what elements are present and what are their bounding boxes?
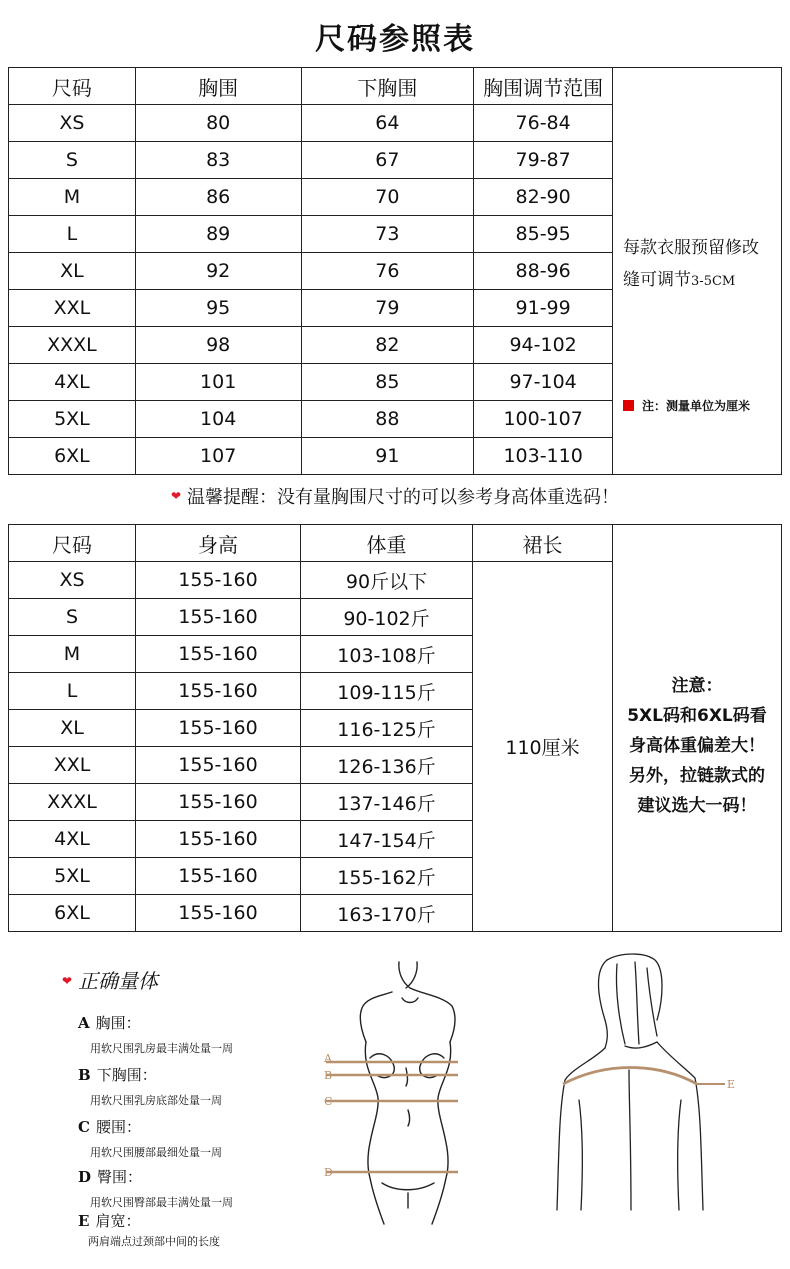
table-cell: 155-160 <box>136 562 301 599</box>
figure-label-e: E <box>727 1078 736 1091</box>
table-cell: 82 <box>301 327 474 364</box>
measure-name: 胸围： <box>95 1014 141 1032</box>
table-cell: 79 <box>301 290 474 327</box>
table-cell: 137-146斤 <box>301 784 473 821</box>
table-cell: 155-160 <box>136 636 301 673</box>
column-header: 胸围调节范围 <box>474 68 613 105</box>
empty-header-cell <box>613 525 782 562</box>
table-cell: 86 <box>135 179 301 216</box>
heart-icon: ❤ <box>170 489 182 503</box>
measure-item-head <box>78 1166 233 1187</box>
table-cell: XXXL <box>9 784 136 821</box>
table-cell: 92 <box>135 253 301 290</box>
table-cell: 5XL <box>9 401 136 438</box>
table-cell: 163-170斤 <box>301 895 473 932</box>
table-cell: 155-160 <box>136 784 301 821</box>
front-body-figure <box>322 958 467 1226</box>
measure-item <box>78 1116 222 1160</box>
table-cell: XL <box>9 253 136 290</box>
figure-label-b: B <box>324 1069 333 1082</box>
measure-title <box>62 965 158 994</box>
skirt-length-cell: 110厘米 <box>473 562 613 932</box>
side-note-text: 缝可调节 <box>623 270 692 290</box>
table-cell: 88-96 <box>474 253 613 290</box>
unit-footnote <box>623 390 781 422</box>
attention-note-line: 建议选大一码！ <box>637 796 757 817</box>
bust-size-table <box>8 67 782 475</box>
column-header: 尺码 <box>9 68 136 105</box>
measure-letter: B <box>78 1066 91 1084</box>
measure-desc: 两肩端点过颈部中间的长度 <box>88 1235 220 1248</box>
attention-note-line: 5XL码和6XL码看 <box>627 706 767 727</box>
table-cell: 109-115斤 <box>301 673 473 710</box>
table-cell: 155-160 <box>136 821 301 858</box>
red-square-icon <box>623 400 634 411</box>
table-cell: 70 <box>301 179 474 216</box>
table-cell: 79-87 <box>474 142 613 179</box>
back-shoulder-figure <box>545 950 745 1220</box>
column-header: 尺码 <box>9 525 136 562</box>
table-cell: 97-104 <box>474 364 613 401</box>
measure-desc: 用软尺围臀部最丰满处量一周 <box>90 1196 233 1209</box>
height-weight-table <box>8 524 782 932</box>
table-cell: 82-90 <box>474 179 613 216</box>
unit-footnote-text: 注：测量单位为厘米 <box>642 399 751 413</box>
table-cell: 5XL <box>9 858 136 895</box>
table-cell: L <box>9 216 136 253</box>
measure-item <box>78 1064 222 1108</box>
table-cell: M <box>9 179 136 216</box>
table-cell: 155-160 <box>136 599 301 636</box>
table-cell: 107 <box>135 438 301 475</box>
measure-letter: C <box>78 1118 90 1136</box>
page-title: 尺码参照表 <box>315 22 475 57</box>
table-cell: 95 <box>135 290 301 327</box>
table-cell: 91 <box>301 438 474 475</box>
figure-label-a: A <box>324 1052 332 1065</box>
side-note-line: 每款衣服预留修改 <box>623 238 760 258</box>
table-cell: 6XL <box>9 438 136 475</box>
table-cell: 85 <box>301 364 474 401</box>
table-cell: XS <box>9 105 136 142</box>
measure-desc: 用软尺围腰部最细处量一周 <box>90 1146 222 1159</box>
table-cell: 76 <box>301 253 474 290</box>
table-cell: 85-95 <box>474 216 613 253</box>
measure-letter: D <box>78 1168 92 1186</box>
table-cell: 155-160 <box>136 673 301 710</box>
table-cell: 73 <box>301 216 474 253</box>
column-header: 下胸围 <box>301 68 474 105</box>
attention-note-line: 注意： <box>671 676 723 697</box>
table-cell: 155-160 <box>136 710 301 747</box>
table-cell: XS <box>9 562 136 599</box>
table-header-row <box>9 525 782 562</box>
measure-name: 腰围： <box>95 1118 141 1136</box>
table-cell: 76-84 <box>474 105 613 142</box>
measure-item <box>78 1166 233 1210</box>
table-cell: 94-102 <box>474 327 613 364</box>
table-cell: 155-160 <box>136 895 301 932</box>
measure-item <box>78 1012 233 1056</box>
measure-title-text: 正确量体 <box>78 969 159 993</box>
table-cell: XXL <box>9 747 136 784</box>
table-cell: 4XL <box>9 821 136 858</box>
table-cell: 6XL <box>9 895 136 932</box>
table-cell: 103-108斤 <box>301 636 473 673</box>
table-header-row <box>9 68 782 105</box>
tip-line <box>0 483 790 509</box>
table-cell: XXL <box>9 290 136 327</box>
table-cell: 90-102斤 <box>301 599 473 636</box>
side-note-small: 3-5CM <box>691 274 736 289</box>
side-note-cell <box>613 68 782 475</box>
table-cell: 83 <box>135 142 301 179</box>
measure-name: 下胸围： <box>96 1066 157 1084</box>
table-cell: 126-136斤 <box>301 747 473 784</box>
measure-letter: A <box>78 1014 90 1032</box>
measure-item <box>78 1210 220 1249</box>
measure-letter: E <box>78 1212 90 1230</box>
column-header: 裙长 <box>473 525 613 562</box>
column-header: 体重 <box>301 525 473 562</box>
table-cell: 88 <box>301 401 474 438</box>
table-cell: 91-99 <box>474 290 613 327</box>
table-cell: 103-110 <box>474 438 613 475</box>
table-cell: 155-162斤 <box>301 858 473 895</box>
table-cell: 4XL <box>9 364 136 401</box>
measure-item-head <box>78 1210 220 1231</box>
attention-note-line: 另外，拉链款式的 <box>629 766 765 787</box>
table-cell: 101 <box>135 364 301 401</box>
table-row <box>9 562 782 599</box>
figure-label-c: C <box>324 1095 333 1108</box>
tip-text: 温馨提醒：没有量胸围尺寸的可以参考身高体重选码！ <box>187 487 620 508</box>
measure-item-head <box>78 1012 233 1033</box>
table-cell: 104 <box>135 401 301 438</box>
table-cell: 90斤以下 <box>301 562 473 599</box>
measure-name: 肩宽： <box>95 1212 141 1230</box>
table-cell: 116-125斤 <box>301 710 473 747</box>
table-cell: 155-160 <box>136 747 301 784</box>
measure-item-head <box>78 1116 222 1137</box>
measure-name: 臀围： <box>97 1168 143 1186</box>
attention-note-line: 身高体重偏差大！ <box>629 736 765 757</box>
side-note-line <box>623 264 781 298</box>
table-cell: S <box>9 599 136 636</box>
table-cell: L <box>9 673 136 710</box>
measure-item-head <box>78 1064 222 1085</box>
table-cell: 98 <box>135 327 301 364</box>
measure-desc: 用软尺围乳房最丰满处量一周 <box>90 1042 233 1055</box>
table-cell: 147-154斤 <box>301 821 473 858</box>
table-cell: XL <box>9 710 136 747</box>
column-header: 身高 <box>136 525 301 562</box>
table-cell: 89 <box>135 216 301 253</box>
figure-label-d: D <box>324 1166 333 1179</box>
table-cell: 67 <box>301 142 474 179</box>
table-cell: S <box>9 142 136 179</box>
measure-desc: 用软尺围乳房底部处量一周 <box>90 1094 222 1107</box>
heart-icon: ❤ <box>62 974 73 988</box>
table-cell: M <box>9 636 136 673</box>
table-cell: 100-107 <box>474 401 613 438</box>
column-header: 胸围 <box>135 68 301 105</box>
attention-note-cell <box>613 562 782 932</box>
table-cell: 64 <box>301 105 474 142</box>
table-cell: 155-160 <box>136 858 301 895</box>
table-cell: 80 <box>135 105 301 142</box>
table-cell: XXXL <box>9 327 136 364</box>
